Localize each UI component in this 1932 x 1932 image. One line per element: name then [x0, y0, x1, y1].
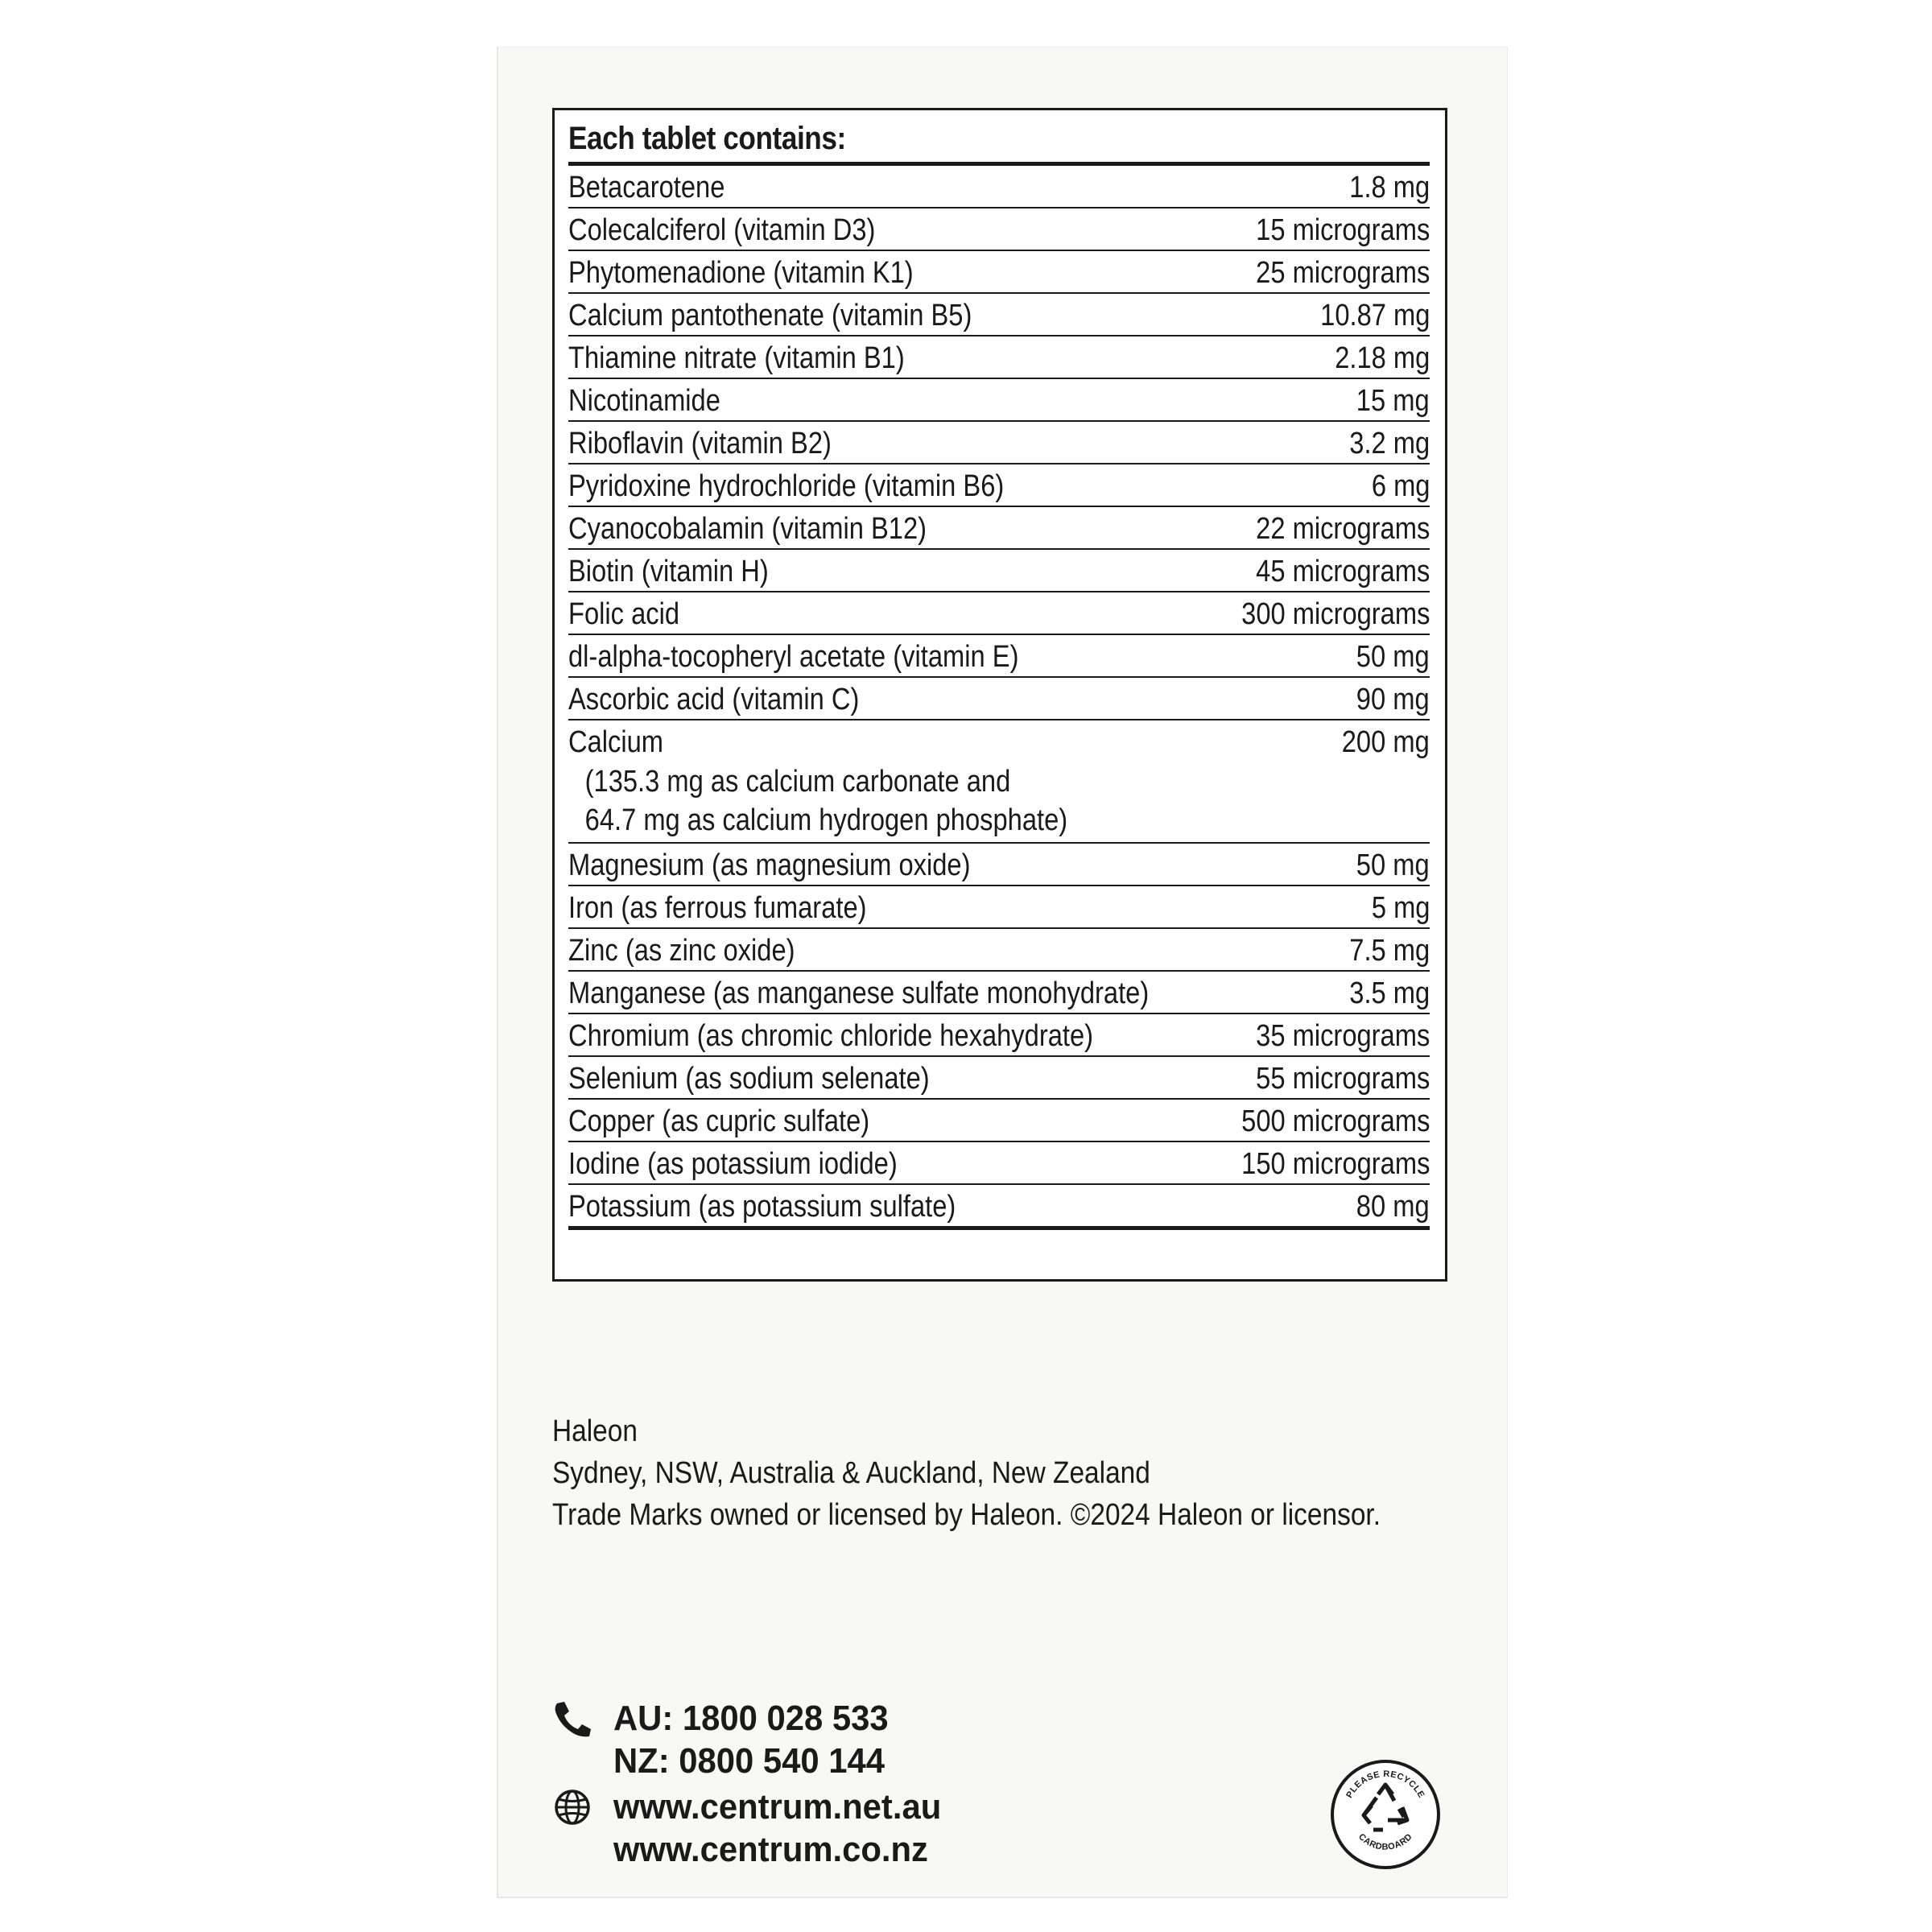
- recycle-text-top: PLEASE RECYCLE: [1344, 1769, 1426, 1800]
- ingredient-amount: 1.8 mg: [1349, 171, 1430, 204]
- au-phone[interactable]: AU: 1800 028 533: [613, 1699, 889, 1738]
- ingredient-row: [568, 1014, 1430, 1057]
- ingredient-name: Magnesium (as magnesium oxide): [568, 848, 971, 882]
- ingredient-name: Selenium (as sodium selenate): [568, 1062, 930, 1096]
- ingredient-name: Biotin (vitamin H): [568, 555, 769, 588]
- ingredient-amount: 45 micrograms: [1255, 555, 1430, 588]
- ingredient-row: [568, 844, 1430, 886]
- ingredient-row: [568, 208, 1430, 251]
- ingredient-row: [568, 1100, 1430, 1142]
- ingredient-row: [568, 678, 1430, 720]
- ingredient-name: Potassium (as potassium sulfate): [568, 1190, 956, 1224]
- ingredient-row: [568, 972, 1430, 1014]
- ingredient-amount: 3.5 mg: [1349, 976, 1430, 1010]
- ingredient-amount: 35 micrograms: [1255, 1019, 1430, 1053]
- ingredient-row: [568, 1142, 1430, 1185]
- ingredient-amount: 25 micrograms: [1255, 256, 1430, 290]
- ingredient-amount: 90 mg: [1356, 683, 1430, 716]
- ingredient-row: [568, 336, 1430, 379]
- ingredient-name: Folic acid: [568, 597, 680, 631]
- ingredient-name: Copper (as cupric sulfate): [568, 1104, 870, 1138]
- ingredient-amount: 150 micrograms: [1241, 1147, 1430, 1181]
- ingredient-row: [568, 886, 1430, 929]
- ingredient-name: Betacarotene: [568, 171, 725, 204]
- ingredient-detail: 64.7 mg as calcium hydrogen phosphate): [584, 803, 1068, 837]
- ingredient-row: [568, 166, 1430, 208]
- ingredient-amount: 55 micrograms: [1255, 1062, 1430, 1096]
- ingredient-row: [568, 635, 1430, 678]
- ingredient-row: [568, 1057, 1430, 1100]
- recycle-icon: [1330, 1759, 1441, 1870]
- ingredient-name: Colecalciferol (vitamin D3): [568, 213, 876, 247]
- ingredient-amount: 200 mg: [1341, 725, 1430, 759]
- ingredient-name-block: [568, 722, 1149, 840]
- ingredient-name: Thiamine nitrate (vitamin B1): [568, 341, 905, 375]
- ingredient-amount: 10.87 mg: [1319, 299, 1430, 332]
- trademark-notice: Trade Marks owned or licensed by Haleon. ©2024 Haleon or licensor.: [552, 1498, 1381, 1532]
- recycle-text-bottom: CARDBOARD: [1356, 1831, 1414, 1852]
- company-info: [552, 1410, 1493, 1536]
- ingredient-name: Pyridoxine hydrochloride (vitamin B6): [568, 469, 1005, 503]
- ingredient-name: Zinc (as zinc oxide): [568, 934, 795, 968]
- ingredient-detail: (135.3 mg as calcium carbonate and: [584, 765, 1011, 799]
- ingredient-amount: 2.18 mg: [1334, 341, 1430, 375]
- ingredient-row: [568, 464, 1430, 507]
- ingredient-row: [568, 251, 1430, 294]
- ingredient-row: [568, 379, 1430, 422]
- ingredient-name: Cyanocobalamin (vitamin B12): [568, 512, 927, 546]
- ingredients-table: [552, 108, 1447, 1282]
- ingredient-row: [568, 422, 1430, 464]
- au-website[interactable]: www.centrum.net.au: [613, 1787, 942, 1827]
- ingredient-name: Iron (as ferrous fumarate): [568, 891, 867, 925]
- ingredient-name: Phytomenadione (vitamin K1): [568, 256, 914, 290]
- ingredient-name: Calcium: [568, 725, 664, 759]
- ingredient-name: Riboflavin (vitamin B2): [568, 427, 832, 460]
- ingredient-amount: 80 mg: [1356, 1190, 1430, 1224]
- ingredient-row: [568, 720, 1430, 844]
- globe-icon: [552, 1789, 592, 1826]
- company-location: Sydney, NSW, Australia & Auckland, New Zealand: [552, 1456, 1150, 1490]
- ingredient-amount: 6 mg: [1371, 469, 1430, 503]
- ingredient-name: Chromium (as chromic chloride hexahydrate): [568, 1019, 1094, 1053]
- company-name: Haleon: [552, 1414, 638, 1448]
- ingredient-amount: 7.5 mg: [1349, 934, 1430, 968]
- ingredient-amount: 500 micrograms: [1241, 1104, 1430, 1138]
- ingredient-row: [568, 507, 1430, 550]
- ingredient-name: Manganese (as manganese sulfate monohydrate): [568, 976, 1150, 1010]
- ingredient-row: [568, 1185, 1430, 1230]
- ingredient-row: [568, 592, 1430, 635]
- ingredient-name: Calcium pantothenate (vitamin B5): [568, 299, 972, 332]
- ingredient-amount: 15 micrograms: [1255, 213, 1430, 247]
- ingredient-row: [568, 294, 1430, 336]
- ingredient-name: Ascorbic acid (vitamin C): [568, 683, 860, 716]
- ingredient-name: Iodine (as potassium iodide): [568, 1147, 898, 1181]
- nz-phone[interactable]: NZ: 0800 540 144: [613, 1741, 885, 1781]
- ingredient-name: Nicotinamide: [568, 384, 720, 418]
- ingredients-heading: Each tablet contains:: [568, 121, 846, 156]
- ingredient-amount: 3.2 mg: [1349, 427, 1430, 460]
- ingredient-amount: 22 micrograms: [1255, 512, 1430, 546]
- ingredient-amount: 15 mg: [1356, 384, 1430, 418]
- ingredient-row: [568, 550, 1430, 592]
- ingredient-amount: 300 micrograms: [1241, 597, 1430, 631]
- ingredient-name: dl-alpha-tocopheryl acetate (vitamin E): [568, 640, 1019, 674]
- nz-website[interactable]: www.centrum.co.nz: [613, 1830, 928, 1869]
- ingredient-amount: 5 mg: [1371, 891, 1430, 925]
- ingredient-row: [568, 929, 1430, 972]
- ingredient-amount: 50 mg: [1356, 848, 1430, 882]
- phone-icon: [552, 1700, 592, 1737]
- ingredient-amount: 50 mg: [1356, 640, 1430, 674]
